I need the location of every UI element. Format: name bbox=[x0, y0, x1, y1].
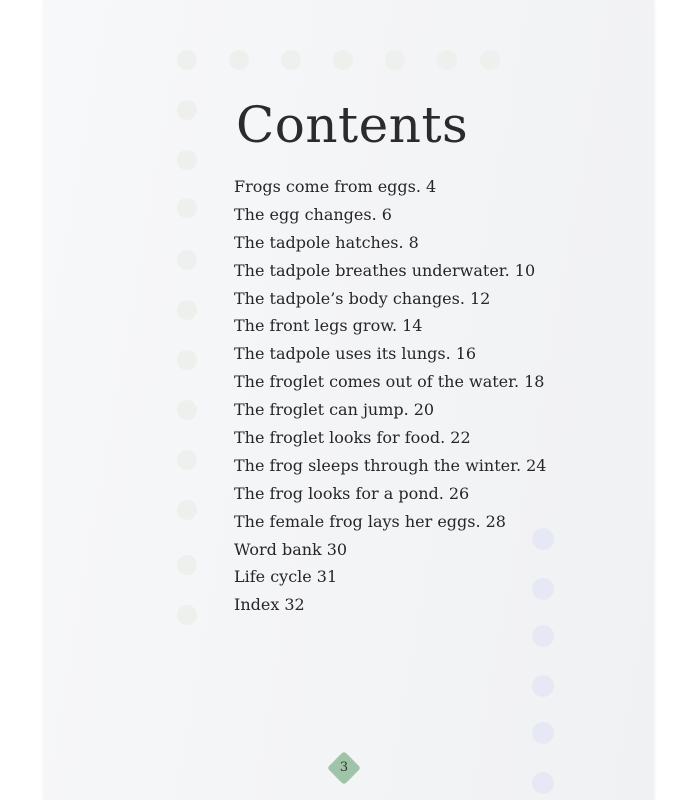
toc-entry bbox=[234, 480, 546, 508]
decorative-dot bbox=[177, 555, 197, 575]
decorative-dot bbox=[177, 350, 197, 370]
decorative-dot bbox=[177, 150, 197, 170]
toc-entry-page: 31 bbox=[316, 567, 338, 587]
toc-entry-title: Index bbox=[234, 595, 280, 615]
toc-entry bbox=[234, 424, 546, 452]
decorative-dot bbox=[532, 675, 554, 697]
toc-entry bbox=[234, 229, 546, 257]
toc-entry-page: 22 bbox=[450, 428, 471, 448]
decorative-dot bbox=[177, 450, 197, 470]
toc-entry-title: The tadpole uses its lungs. bbox=[234, 344, 451, 364]
toc-entry-title: The female frog lays her eggs. bbox=[234, 511, 481, 531]
toc-entry-page: 14 bbox=[402, 316, 423, 336]
toc-entry bbox=[234, 563, 546, 591]
toc-entry bbox=[234, 340, 546, 368]
toc-entry-title: The frog sleeps through the winter. bbox=[234, 455, 522, 475]
toc-entry-page: 12 bbox=[469, 288, 491, 308]
decorative-dot bbox=[177, 500, 197, 520]
toc-entry-page: 24 bbox=[526, 455, 547, 475]
decorative-dot bbox=[177, 250, 197, 270]
toc-entry bbox=[234, 368, 546, 396]
toc-entry-page: 10 bbox=[514, 260, 536, 280]
decorative-dot bbox=[333, 50, 353, 70]
table-of-contents bbox=[234, 173, 546, 619]
toc-entry bbox=[234, 452, 546, 480]
toc-entry-page: 16 bbox=[455, 344, 477, 364]
decorative-dot bbox=[532, 625, 554, 647]
toc-entry-page: 26 bbox=[448, 483, 470, 503]
toc-entry-page: 8 bbox=[408, 232, 419, 252]
decorative-dot bbox=[177, 50, 197, 70]
toc-entry bbox=[234, 201, 546, 229]
decorative-dot bbox=[177, 605, 197, 625]
toc-entry-page: 30 bbox=[326, 539, 348, 559]
page-number: 3 bbox=[339, 760, 349, 775]
toc-entry-title: The froglet comes out of the water. bbox=[234, 372, 520, 392]
toc-entry-page: 32 bbox=[284, 595, 305, 615]
toc-entry-title: The froglet looks for food. bbox=[234, 428, 446, 448]
toc-entry-page: 20 bbox=[413, 400, 435, 420]
toc-entry-title: The tadpole breathes underwater. bbox=[234, 260, 510, 280]
toc-entry-page: 28 bbox=[485, 511, 506, 531]
toc-entry-title: Life cycle bbox=[234, 567, 312, 587]
decorative-dot bbox=[177, 198, 197, 218]
book-page bbox=[44, 0, 654, 800]
toc-entry bbox=[234, 396, 546, 424]
decorative-dot bbox=[437, 50, 457, 70]
toc-entry-page: 18 bbox=[524, 372, 545, 392]
decorative-dot bbox=[385, 50, 405, 70]
decorative-dot bbox=[532, 722, 554, 744]
toc-entry-page: 6 bbox=[381, 204, 392, 224]
decorative-dot bbox=[532, 772, 554, 794]
toc-entry-title: Frogs come from eggs. bbox=[234, 177, 421, 196]
toc-entry-title: The tadpole’s body changes. bbox=[234, 288, 465, 308]
toc-entry bbox=[234, 257, 546, 285]
decorative-dot bbox=[229, 50, 249, 70]
toc-entry-title: The front legs grow. bbox=[234, 316, 398, 336]
toc-entry-page: 4 bbox=[425, 177, 437, 196]
toc-entry-title: Word bank bbox=[234, 539, 322, 559]
toc-entry bbox=[234, 591, 546, 619]
toc-entry-title: The frog looks for a pond. bbox=[234, 483, 444, 503]
toc-entry bbox=[234, 536, 546, 564]
toc-entry-title: The froglet can jump. bbox=[234, 400, 409, 420]
page-title: Contents bbox=[236, 96, 469, 154]
toc-entry bbox=[234, 508, 546, 536]
decorative-dot bbox=[281, 50, 301, 70]
toc-entry-title: The tadpole hatches. bbox=[234, 232, 404, 252]
decorative-dot bbox=[177, 300, 197, 320]
toc-entry bbox=[234, 312, 546, 340]
toc-entry bbox=[234, 285, 546, 313]
decorative-dot bbox=[480, 50, 500, 70]
decorative-dot bbox=[177, 100, 197, 120]
toc-entry-title: The egg changes. bbox=[234, 204, 377, 224]
decorative-dot bbox=[177, 400, 197, 420]
toc-entry bbox=[234, 173, 546, 201]
